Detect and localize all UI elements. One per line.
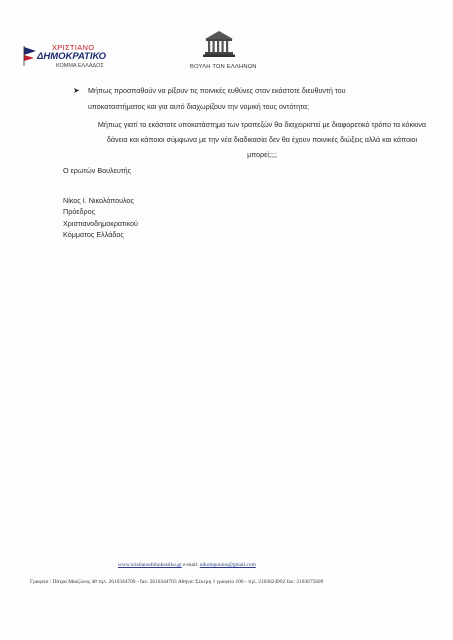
party-flag-icon bbox=[22, 45, 38, 67]
signatory-title: Πρόεδρος bbox=[63, 207, 96, 217]
email-link[interactable]: nikolopoulos@gmail.com bbox=[199, 562, 256, 568]
arrow-bullet-icon: ➤ bbox=[73, 86, 80, 95]
signatory-name: Νίκος Ι. Νικολόπουλος bbox=[63, 196, 135, 205]
website-link[interactable]: www.xristianodimokratiko.gr bbox=[118, 562, 182, 568]
salutation: Ο ερωτών Βουλευτής bbox=[63, 166, 132, 175]
party-name-line2: ΔΗΜΟΚΡΑΤΙΚΟ bbox=[37, 51, 107, 62]
party-name-line3: ΚΟΜΜΑ ΕΛΛΑΔΟΣ bbox=[56, 63, 104, 69]
signatory-party: Χριστιανοδημοκρατικού bbox=[63, 218, 138, 228]
footer-contact bbox=[118, 562, 256, 568]
footer-address: Γραφεία : Πάτρα Μαιζώνος 48 τηλ. 2610344700 - fax: 2610344703 Αθήνα: Σέκερη 1 γραφείο 106 - τηλ. 2103624992 fax: 2103675609 bbox=[30, 579, 324, 585]
bullet-item bbox=[73, 83, 388, 115]
signature-block bbox=[63, 195, 138, 241]
email-label: e-mail: bbox=[183, 562, 199, 568]
signatory-party-2: Κόμματος Ελλάδος bbox=[63, 230, 124, 240]
parliament-building-icon bbox=[202, 29, 236, 59]
bullet-text: Μήπως προσπαθούν να ρίξουν τις ποινικές ευθύνες στον εκάστοτε διευθυντή του υποκαταστήματος και για αυτό διαχωρίζουν την νομική τους οντότητα; bbox=[88, 86, 346, 111]
party-name-line1: ΧΡΙΣΤΙΑΝΟ bbox=[52, 43, 95, 52]
parliament-label: ΒΟΥΛΗ ΤΩΝ ΕΛΛΗΝΩΝ bbox=[190, 64, 257, 70]
question-paragraph: Μήπως γιατί το εκάστοτε υποκατάστημα των τραπεζών θα διαχειριστεί με διαφορετικό τρόπο τα κόκκινα δάνεια και κάποιοι σύμφωνα με την νέα διαδικασία δεν θα έχουν ποινικές διώξεις αλλά και κάποιοι μπορεί;;;; bbox=[97, 120, 427, 159]
